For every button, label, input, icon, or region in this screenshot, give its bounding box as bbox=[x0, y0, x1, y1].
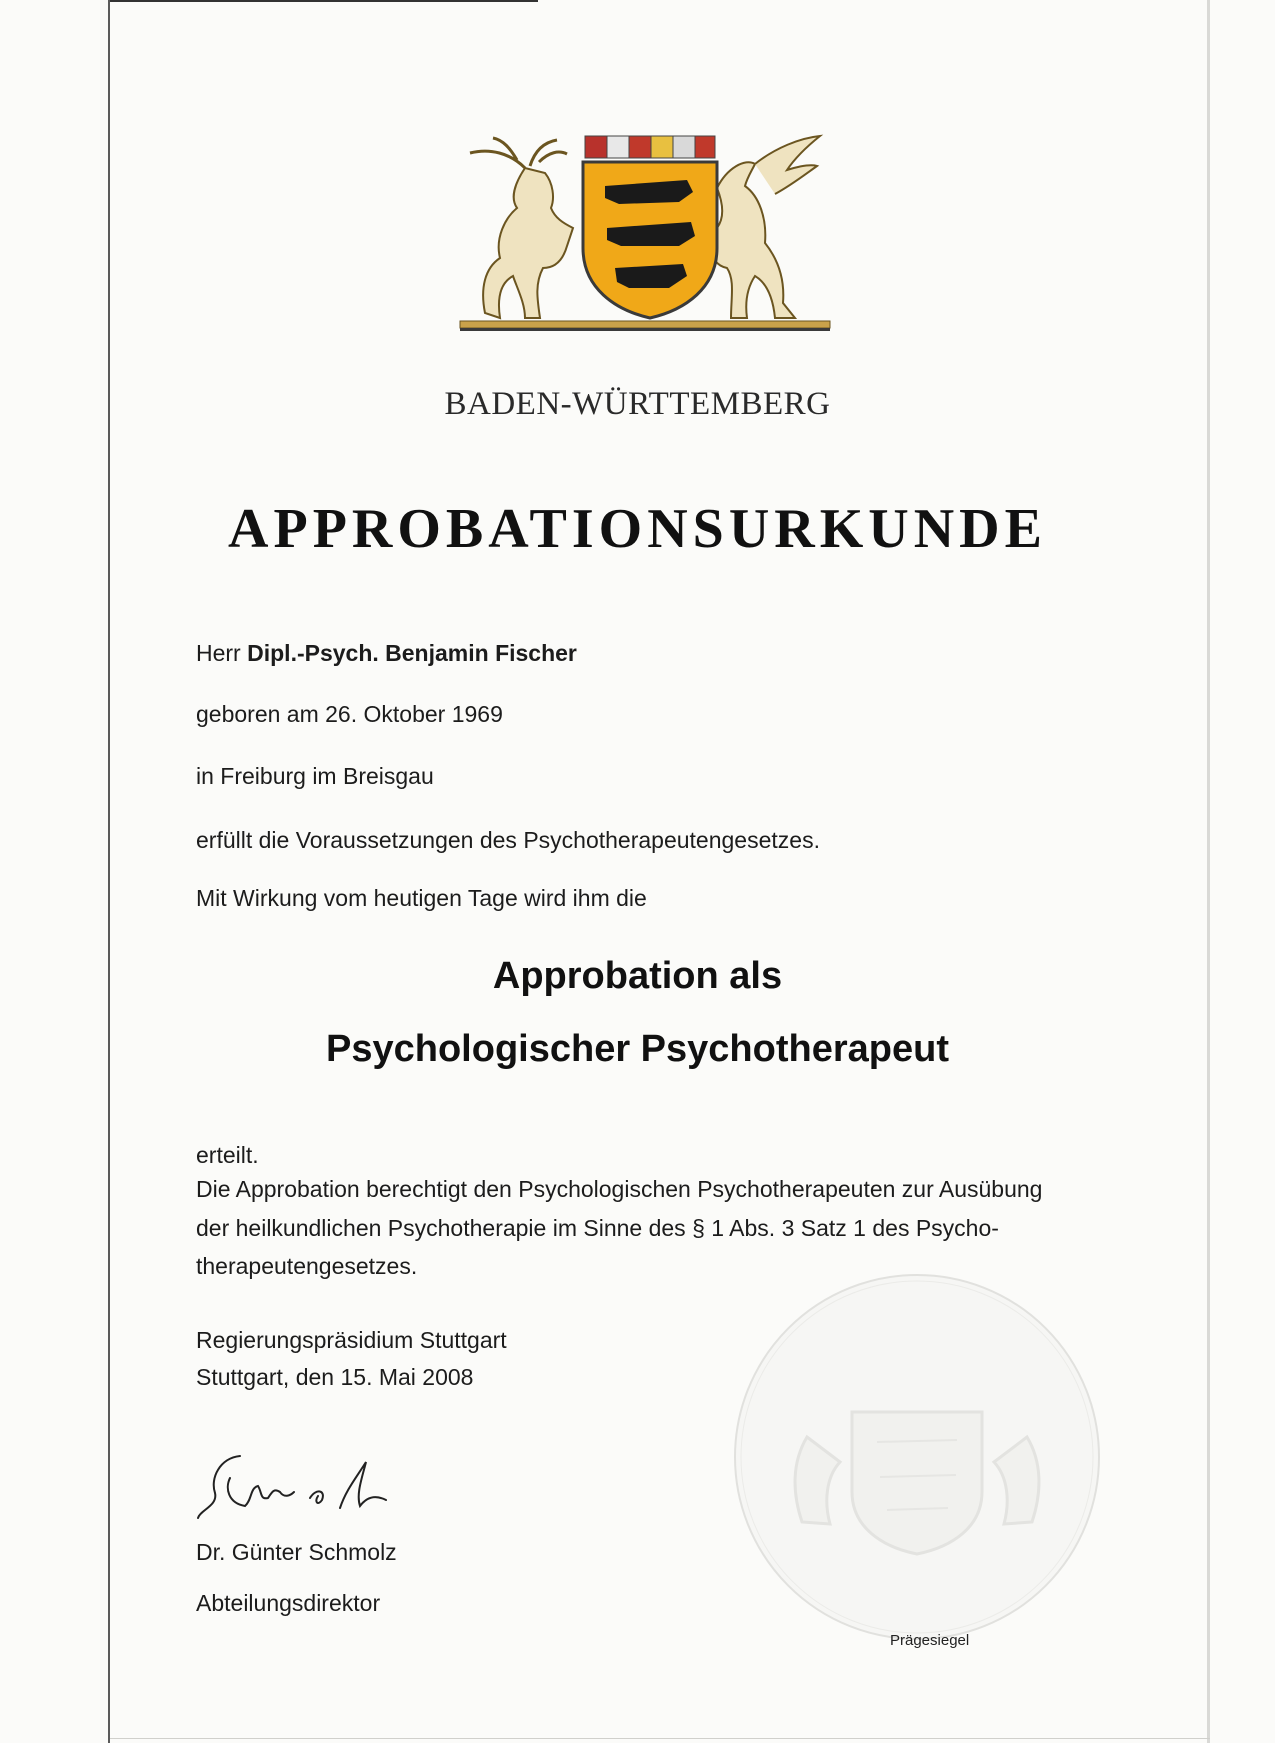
signatory-position: Abteilungsdirektor bbox=[196, 1590, 381, 1616]
three-lions bbox=[605, 180, 695, 288]
document-title: APPROBATIONSURKUNDE bbox=[228, 498, 1047, 560]
griffin-supporter bbox=[710, 136, 820, 318]
scan-edge-bottom bbox=[110, 1738, 1210, 1739]
place-and-date: Stuttgart, den 15. Mai 2008 bbox=[196, 1364, 474, 1390]
scope-line-3: therapeutengesetzes. bbox=[196, 1253, 418, 1279]
scan-edge-left bbox=[108, 0, 110, 1743]
profession-heading: Psychologischer Psychotherapeut bbox=[326, 1028, 949, 1070]
handwritten-signature bbox=[190, 1448, 440, 1528]
stag-supporter bbox=[470, 138, 573, 318]
scan-edge-top bbox=[108, 0, 538, 2]
issuing-authority: Regierungspräsidium Stuttgart bbox=[196, 1327, 507, 1353]
signatory-name: Dr. Günter Schmolz bbox=[196, 1539, 397, 1565]
scan-edge-right bbox=[1207, 0, 1210, 1743]
state-name: BADEN-WÜRTTEMBERG bbox=[444, 386, 831, 422]
crown-shields bbox=[585, 136, 715, 158]
requirements-statement: erfüllt die Voraussetzungen des Psychotherapeutengesetzes. bbox=[196, 827, 820, 853]
birth-date: geboren am 26. Oktober 1969 bbox=[196, 701, 503, 727]
effective-statement: Mit Wirkung vom heutigen Tage wird ihm die bbox=[196, 885, 647, 911]
granted-text: erteilt. bbox=[196, 1142, 259, 1168]
recipient-line bbox=[196, 640, 577, 667]
birth-place: in Freiburg im Breisgau bbox=[196, 763, 434, 789]
coat-of-arms-emblem bbox=[455, 128, 835, 338]
seal-label: Prägesiegel bbox=[890, 1632, 970, 1649]
recipient-name: Dipl.-Psych. Benjamin Fischer bbox=[247, 640, 577, 666]
scope-line-1: Die Approbation berechtigt den Psychologischen Psychotherapeuten zur Ausübung bbox=[196, 1176, 1043, 1202]
scope-line-2: der heilkundlichen Psychotherapie im Sinne des § 1 Abs. 3 Satz 1 des Psycho- bbox=[196, 1215, 999, 1241]
embossed-seal bbox=[712, 1262, 1122, 1652]
approbation-heading: Approbation als bbox=[492, 955, 783, 997]
salutation: Herr bbox=[196, 640, 241, 666]
